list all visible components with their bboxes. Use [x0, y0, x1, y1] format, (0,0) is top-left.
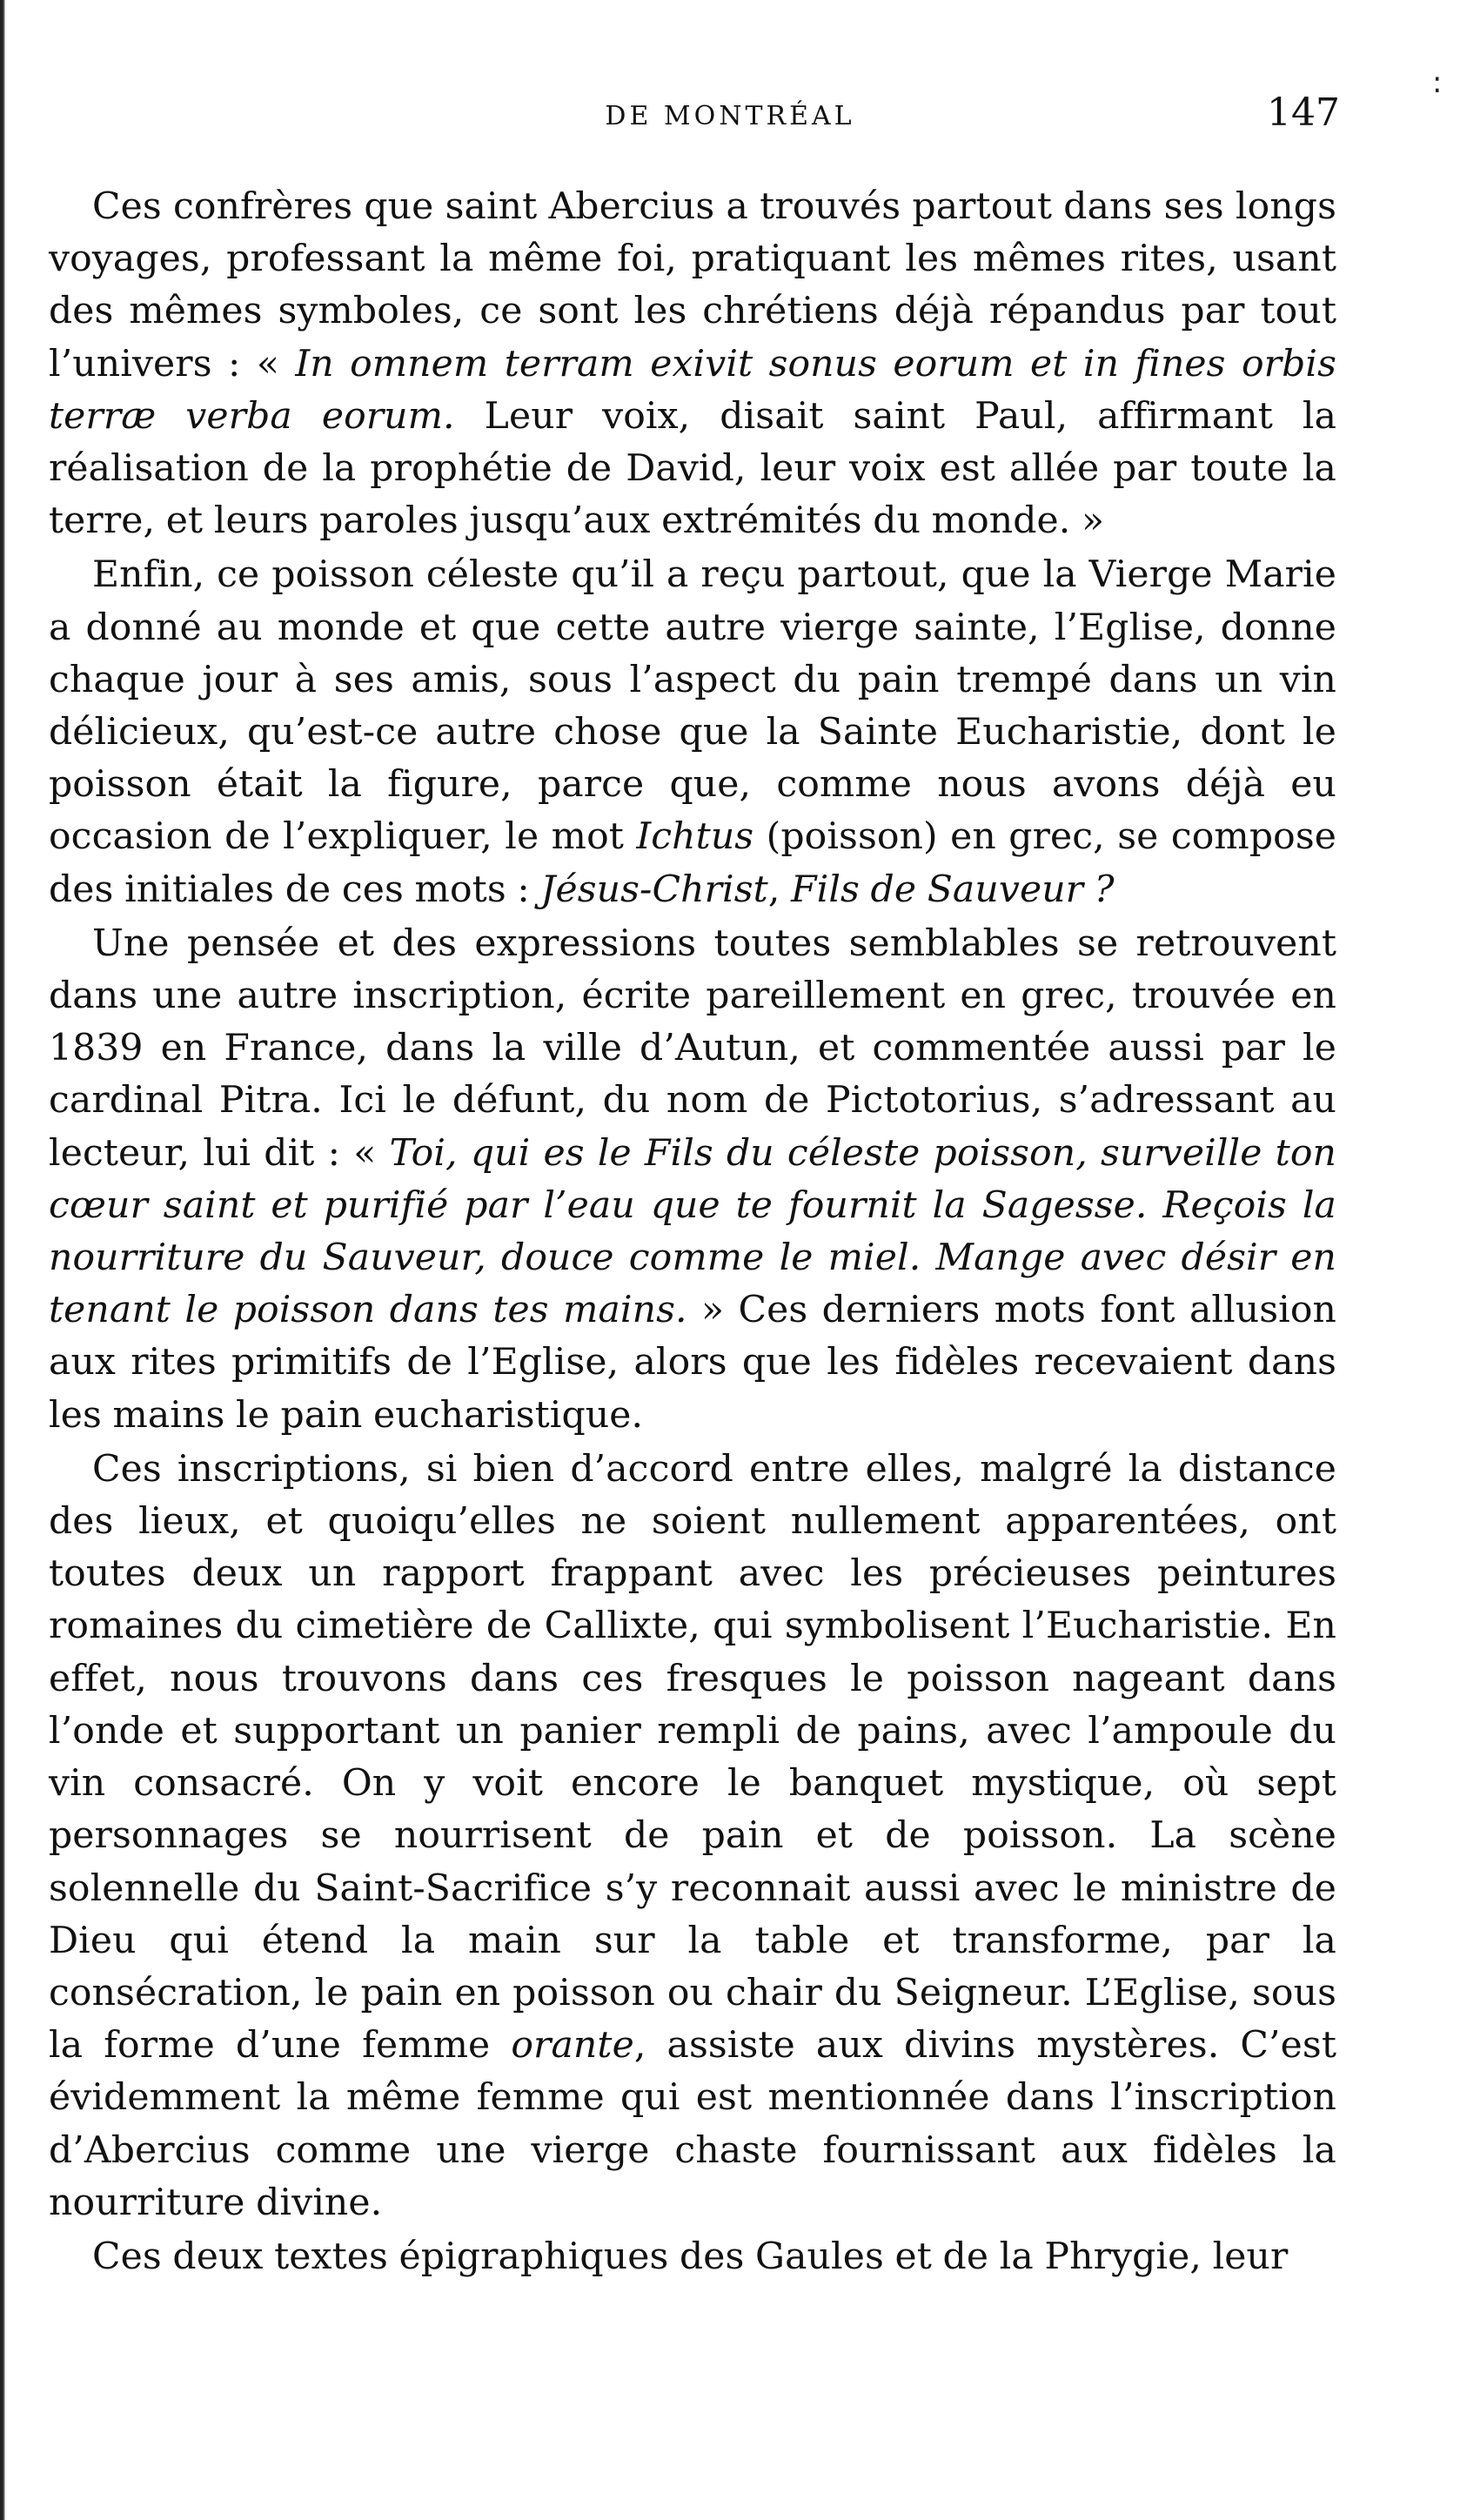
body-text [49, 181, 1336, 2283]
paragraph-5-segment-1: Ces deux textes épigraphiques des Gaules et de la Phrygie, leur [92, 2235, 1289, 2278]
paragraph-2-jesus-christ: Jésus-Christ [540, 868, 768, 911]
paragraph-1-segment-1: Ces confrères que saint Abercius a trouvés partout dans ses longs voyages, professant la même foi, pratiquant les mêmes rites, usant des mêmes symboles, ce sont les chrétiens déjà répandus par tout l’univers : « [49, 185, 1336, 385]
paragraph-2-segment-5: , [767, 868, 792, 911]
paragraph-2-ichtus: Ichtus [636, 815, 754, 859]
paragraph-4-segment-3: , assiste aux divins mystères. C’est évidemment la même femme qui est mentionnée dans l’inscription d’Abercius comme une vierge chaste fournissant aux fidèles la nourriture divine. [49, 2024, 1337, 2224]
paragraph-2 [49, 549, 1336, 915]
paragraph-4-segment-1: Ces inscriptions, si bien d’accord entre elles, malgré la distance des lieux, et quoiqu’elles ne soient nullement apparentées, ont toutes deux un rapport frappant avec les précieuses peintures romaines du cimetière de Callixte, qui symbolisent l’Eucharistie. En effet, nous trouvons dans ces fresques le poisson nageant dans l’onde et supportant un panier rempli de pains, avec l’ampoule du vin consacré. On y voit encore le banquet mystique, où sept personnages se nourrisent de pain et de poisson. La scène solennelle du Saint-Sacrifice s’y reconnait aussi avec le ministre de Dieu qui étend la main sur la table et transforme, par la consécration, le pain en poisson ou chair du Seigneur. L’Eglise, sous la forme d’une femme [49, 1447, 1336, 2068]
running-title: DE MONTRÉAL [605, 101, 855, 131]
running-head [0, 90, 1460, 146]
paragraph-1 [49, 181, 1336, 547]
paragraph-2-fils-de-sauveur: Fils de Sauveur ? [791, 868, 1115, 911]
paragraph-2-segment-1: Enfin, ce poisson céleste qu’il a reçu partout, que la Vierge Marie a donné au monde et que cette autre vierge sainte, l’Eglise, donne chaque jour à ses amis, sous l’aspect du pain trempé dans un vin délicieux, qu’est-ce autre chose que la Sainte Eucharistie, dont le poisson était la figure, parce que, comme nous avons déjà eu occasion de l’expliquer, le mot [49, 553, 1336, 859]
paragraph-5 [49, 2231, 1336, 2283]
paragraph-3-segment-1: Une pensée et des expressions toutes semblables se retrouvent dans une autre inscription, écrite pareillement en grec, trouvée en 1839 en France, dans la ville d’Autun, et commentée aussi par le cardinal Pitra. Ici le défunt, du nom de Pictotorius, s’adressant au lecteur, lui dit : « [49, 922, 1336, 1175]
paragraph-4 [49, 1444, 1336, 2229]
paragraph-3 [49, 918, 1336, 1442]
margin-mark: : [1432, 65, 1443, 100]
page-number: 147 [1267, 90, 1340, 135]
page-binding-edge [0, 0, 5, 2520]
paragraph-4-orante: orante [511, 2024, 634, 2068]
paragraph-2-segment-3: (poisson) en grec, se compose des initiales de ces mots : [49, 815, 1336, 911]
paragraph-1-segment-3: Leur voix, disait saint Paul, affirmant la réalisation de la prophétie de David, leur voix est allée par toute la terre, et leurs paroles jusqu’aux extrémités du monde. » [49, 394, 1337, 543]
paragraph-1-latin-quote: In omnem terram exivit sonus eorum et in fines orbis terræ verba eorum. [49, 342, 1337, 438]
paragraph-3-segment-3: » Ces derniers mots font allusion aux rites primitifs de l’Eglise, alors que les fidèles recevaient dans les mains le pain eucharistique. [49, 1289, 1336, 1437]
paragraph-3-inscription-quote: Toi, qui es le Fils du céleste poisson, surveille ton cœur saint et purifié par l’eau que te fournit la Sagesse. Reçois la nourriture du Sauveur, douce comme le miel. Mange avec désir en tenant le poisson dans tes mains. [49, 1131, 1336, 1332]
